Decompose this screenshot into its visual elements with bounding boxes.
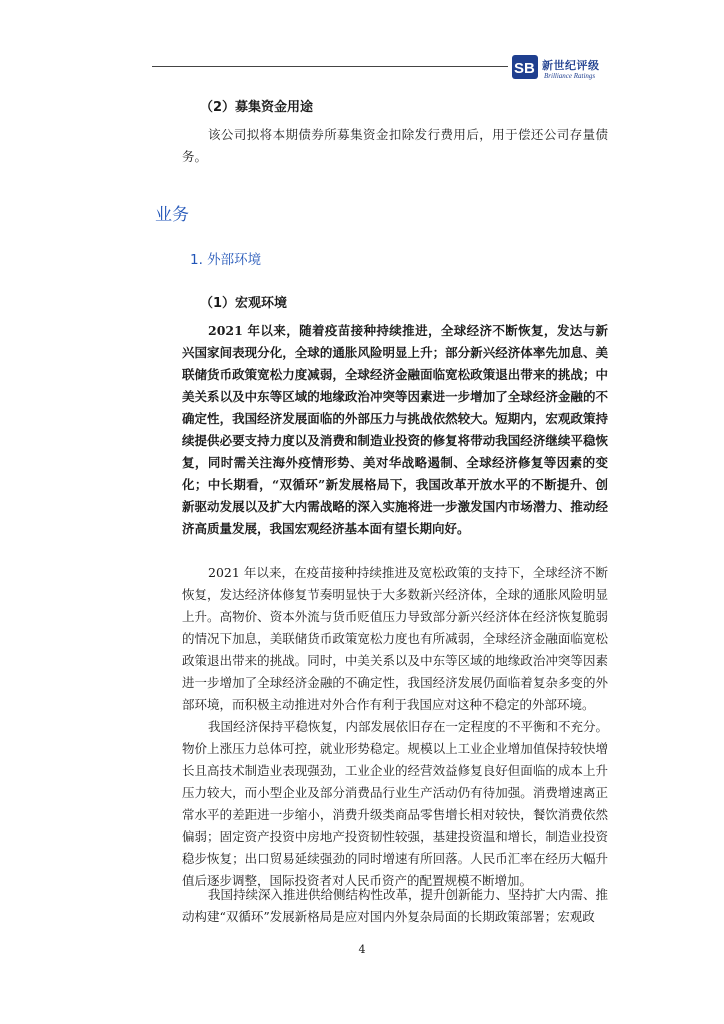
header-rule xyxy=(152,66,508,67)
svg-text:SB: SB xyxy=(514,60,535,77)
page-number: 4 xyxy=(358,943,366,956)
logo-chinese-text: 新世纪评级 xyxy=(542,59,600,72)
logo-english-text: Brilliance Ratings xyxy=(544,72,596,80)
brand-logo xyxy=(512,55,602,85)
brilliance-logo-icon xyxy=(512,55,538,79)
macro-paragraph-1: 2021 年以来，在疫苗接种持续推进及宽松政策的支持下，全球经济不断恢复，发达经济体修复节奏明显快于大多数新兴经济体，全球的通胀风险明显上升。高物价、资本外流与货币贬值压力导致部分新兴经济体在经济恢复脆弱的情况下加息，美联储货币政策宽松力度也有所减弱，全球经济金融面临宽松政策退出带来的挑战。同时，中美关系以及中东等区域的地缘政治冲突等因素进一步增加了全球经济金融的不确定性，我国经济发展仍面临着复杂多变的外部环境，而积极主动推进对外合作有利于我国应对这种不稳定的外部环境。 xyxy=(182,565,608,712)
subsection-external-environment: 1. 外部环境 xyxy=(190,252,262,268)
fund-use-paragraph: 该公司拟将本期债券所募集资金扣除发行费用后，用于偿还公司存量债务。 xyxy=(182,127,608,164)
macro-summary-bold: 2021 年以来，随着疫苗接种持续推进，全球经济不断恢复，发达与新兴国家间表现分化，全球的通胀风险明显上升；部分新兴经济体率先加息、美联储货币政策宽松力度减弱，全球经济金融面临宽松政策退出带来的挑战；中美关系以及中东等区域的地缘政治冲突等因素进一步增加了全球经济金融的不确定性，我国经济发展面临的外部压力与挑战依然较大。短期内，宏观政策持续提供必要支持力度以及消费和制造业投资的修复将带动我国经济继续平稳恢复，同时需关注海外疫情形势、美对华战略遏制、全球经济修复等因素的变化；中长期看，“双循环”新发展格局下，我国改革开放水平的不断提升、创新驱动发展以及扩大内需战略的深入实施将进一步激发国内市场潜力、推动经济高质量发展，我国宏观经济基本面有望长期向好。 xyxy=(182,323,608,536)
fund-use-heading: （2）募集资金用途 xyxy=(200,100,314,115)
macro-environment-heading: （1）宏观环境 xyxy=(200,296,288,311)
macro-paragraph-3: 我国持续深入推进供给侧结构性改革，提升创新能力、坚持扩大内需、推动构建“双循环”发展新格局是应对国内外复杂局面的长期政策部署；宏观政 xyxy=(182,887,609,924)
macro-paragraph-2: 我国经济保持平稳恢复，内部发展依旧存在一定程度的不平衡和不充分。物价上涨压力总体可控，就业形势稳定。规模以上工业企业增加值保持较快增长且高技术制造业表现强劲，工业企业的经营效益修复良好但面临的成本上升压力较大，而小型企业及部分消费品行业生产活动仍有待加强。消费增速离正常水平的差距进一步缩小，消费升级类商品零售增长相对较快，餐饮消费依然偏弱；固定资产投资中房地产投资韧性较强，基建投资温和增长，制造业投资稳步恢复；出口贸易延续强劲的同时增速有所回落。人民币汇率在经历大幅升值后逐步调整，国际投资者对人民币资产的配置规模不断增加。 xyxy=(182,719,609,888)
section-title-business: 业务 xyxy=(155,205,189,225)
